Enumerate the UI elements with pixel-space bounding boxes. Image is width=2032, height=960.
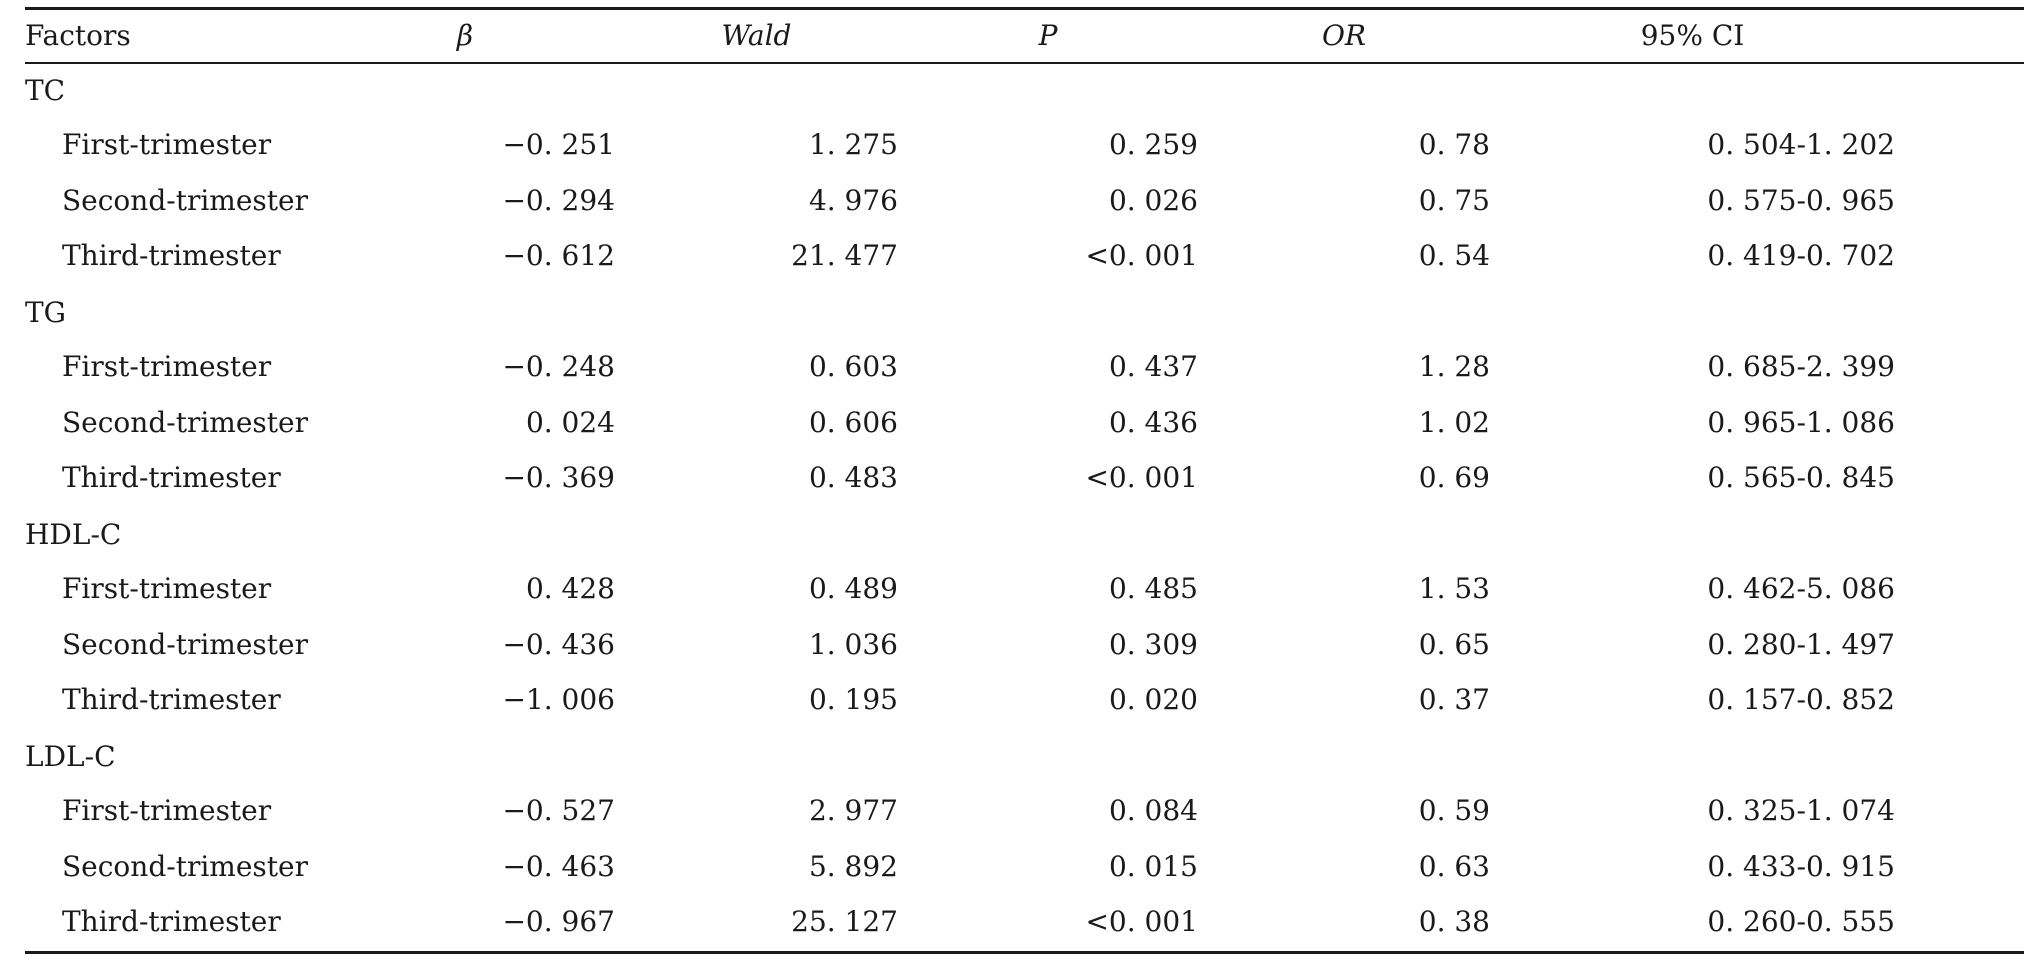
p-cell: <0. 001 bbox=[1085, 905, 1198, 939]
or-cell: 1. 28 bbox=[1418, 350, 1490, 384]
or-cell: 0. 63 bbox=[1418, 849, 1490, 883]
table-row bbox=[25, 673, 2024, 729]
beta-cell: −0. 294 bbox=[502, 183, 615, 217]
ci-cell: 0. 260-0. 555 bbox=[1707, 905, 1895, 939]
group-row bbox=[25, 62, 2024, 118]
ci-cell: 0. 280-1. 497 bbox=[1707, 627, 1895, 661]
group-row bbox=[25, 728, 2024, 784]
table-row bbox=[25, 173, 2024, 229]
wald-cell: 0. 483 bbox=[808, 461, 898, 495]
or-cell: 0. 78 bbox=[1418, 128, 1490, 162]
p-cell: 0. 026 bbox=[1108, 183, 1198, 217]
wald-cell: 1. 275 bbox=[808, 128, 898, 162]
or-cell: 1. 02 bbox=[1418, 405, 1490, 439]
table-row bbox=[25, 340, 2024, 396]
table-row bbox=[25, 118, 2024, 174]
p-cell: 0. 436 bbox=[1108, 405, 1198, 439]
or-cell: 0. 54 bbox=[1418, 239, 1490, 273]
wald-cell: 1. 036 bbox=[808, 627, 898, 661]
wald-cell: 5. 892 bbox=[808, 849, 898, 883]
factor-cell: Second-trimester bbox=[62, 627, 308, 661]
wald-cell: 0. 603 bbox=[808, 350, 898, 384]
or-cell: 1. 53 bbox=[1418, 572, 1490, 606]
beta-cell: 0. 024 bbox=[525, 405, 615, 439]
p-cell: <0. 001 bbox=[1085, 461, 1198, 495]
p-cell: 0. 015 bbox=[1108, 849, 1198, 883]
wald-cell: 0. 195 bbox=[808, 683, 898, 717]
table-row bbox=[25, 895, 2024, 951]
group-label: HDL-C bbox=[25, 517, 122, 551]
ci-cell: 0. 157-0. 852 bbox=[1707, 683, 1895, 717]
beta-cell: −1. 006 bbox=[502, 683, 615, 717]
p-cell: 0. 309 bbox=[1108, 627, 1198, 661]
group-label: TG bbox=[25, 295, 67, 329]
group-label: TC bbox=[25, 73, 66, 107]
header-beta: β bbox=[456, 19, 474, 52]
p-cell: 0. 020 bbox=[1108, 683, 1198, 717]
or-cell: 0. 65 bbox=[1418, 627, 1490, 661]
header-wald: Wald bbox=[721, 19, 792, 52]
wald-cell: 0. 606 bbox=[808, 405, 898, 439]
wald-cell: 2. 977 bbox=[808, 794, 898, 828]
ci-cell: 0. 504-1. 202 bbox=[1707, 128, 1895, 162]
factor-cell: Third-trimester bbox=[62, 905, 281, 939]
table-row bbox=[25, 617, 2024, 673]
or-cell: 0. 37 bbox=[1418, 683, 1490, 717]
or-cell: 0. 75 bbox=[1418, 183, 1490, 217]
ci-cell: 0. 565-0. 845 bbox=[1707, 461, 1895, 495]
group-row bbox=[25, 284, 2024, 340]
header-p: P bbox=[1038, 19, 1058, 52]
or-cell: 0. 59 bbox=[1418, 794, 1490, 828]
p-cell: 0. 084 bbox=[1108, 794, 1198, 828]
group-label: LDL-C bbox=[25, 739, 116, 773]
table-row bbox=[25, 784, 2024, 840]
factor-cell: Third-trimester bbox=[62, 461, 281, 495]
or-cell: 0. 38 bbox=[1418, 905, 1490, 939]
beta-cell: 0. 428 bbox=[525, 572, 615, 606]
beta-cell: −0. 967 bbox=[502, 905, 615, 939]
ci-cell: 0. 433-0. 915 bbox=[1707, 849, 1895, 883]
header-or: OR bbox=[1321, 19, 1367, 52]
p-cell: 0. 259 bbox=[1108, 128, 1198, 162]
factor-cell: Second-trimester bbox=[62, 849, 308, 883]
header-factors: Factors bbox=[25, 19, 131, 52]
group-row bbox=[25, 506, 2024, 562]
beta-cell: −0. 527 bbox=[502, 794, 615, 828]
beta-cell: −0. 612 bbox=[502, 239, 615, 273]
beta-cell: −0. 436 bbox=[502, 627, 615, 661]
factor-cell: First-trimester bbox=[62, 794, 272, 828]
ci-cell: 0. 965-1. 086 bbox=[1707, 405, 1895, 439]
factor-cell: Third-trimester bbox=[62, 239, 281, 273]
or-cell: 0. 69 bbox=[1418, 461, 1490, 495]
factor-cell: First-trimester bbox=[62, 572, 272, 606]
table-row bbox=[25, 229, 2024, 285]
regression-table bbox=[25, 10, 2024, 950]
beta-cell: −0. 251 bbox=[502, 128, 615, 162]
p-cell: <0. 001 bbox=[1085, 239, 1198, 273]
p-cell: 0. 437 bbox=[1108, 350, 1198, 384]
factor-cell: Second-trimester bbox=[62, 183, 308, 217]
wald-cell: 25. 127 bbox=[791, 905, 898, 939]
wald-cell: 4. 976 bbox=[808, 183, 898, 217]
factor-cell: Second-trimester bbox=[62, 405, 308, 439]
table-row bbox=[25, 451, 2024, 507]
factor-cell: First-trimester bbox=[62, 350, 272, 384]
table-header-row bbox=[25, 10, 2024, 62]
table-row bbox=[25, 395, 2024, 451]
ci-cell: 0. 685-2. 399 bbox=[1707, 350, 1895, 384]
table-row bbox=[25, 562, 2024, 618]
ci-cell: 0. 462-5. 086 bbox=[1707, 572, 1895, 606]
table-body bbox=[25, 62, 2024, 950]
beta-cell: −0. 248 bbox=[502, 350, 615, 384]
wald-cell: 0. 489 bbox=[808, 572, 898, 606]
table-row bbox=[25, 839, 2024, 895]
ci-cell: 0. 325-1. 074 bbox=[1707, 794, 1895, 828]
factor-cell: First-trimester bbox=[62, 128, 272, 162]
wald-cell: 21. 477 bbox=[791, 239, 898, 273]
p-cell: 0. 485 bbox=[1108, 572, 1198, 606]
factor-cell: Third-trimester bbox=[62, 683, 281, 717]
header-ci: 95% CI bbox=[1640, 19, 1745, 52]
table-bottom-rule bbox=[25, 951, 2024, 954]
ci-cell: 0. 575-0. 965 bbox=[1707, 183, 1895, 217]
ci-cell: 0. 419-0. 702 bbox=[1707, 239, 1895, 273]
beta-cell: −0. 463 bbox=[502, 849, 615, 883]
beta-cell: −0. 369 bbox=[502, 461, 615, 495]
